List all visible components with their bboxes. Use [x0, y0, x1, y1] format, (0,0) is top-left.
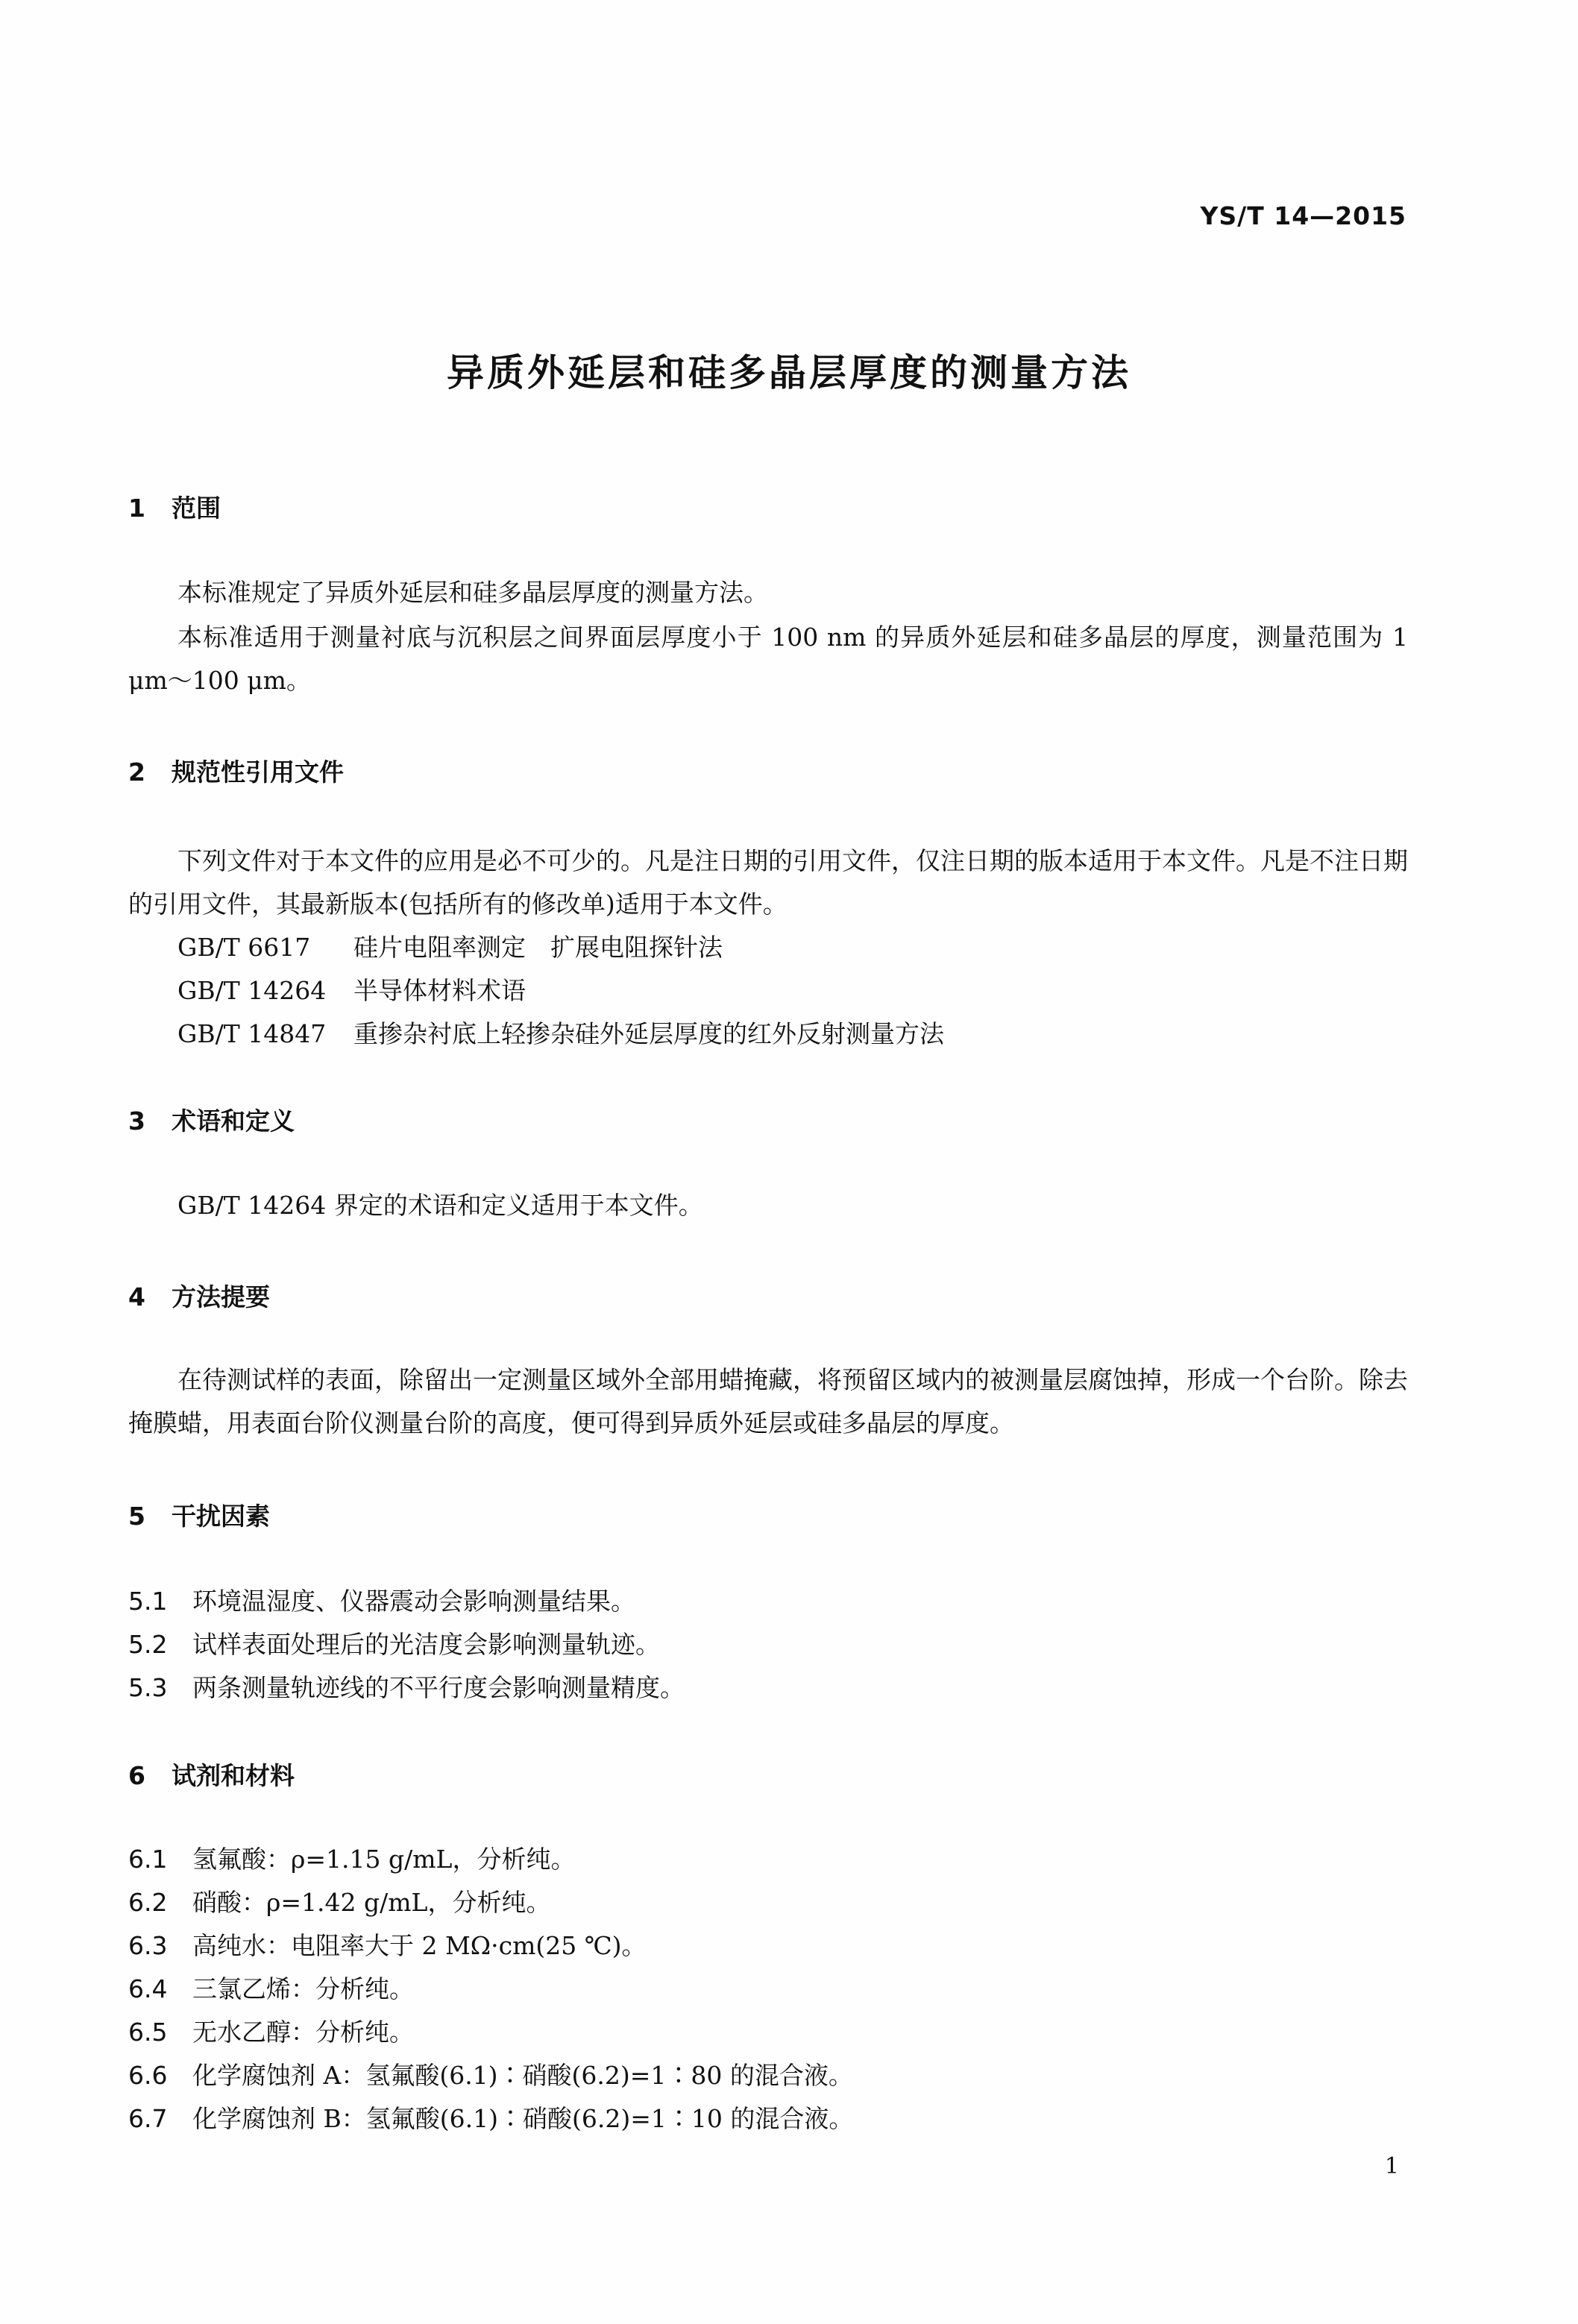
section-number: 1	[128, 494, 145, 523]
section-heading-reagents	[128, 1757, 295, 1792]
section-heading-interference	[128, 1497, 270, 1532]
clause-number: 5.2	[128, 1630, 168, 1659]
clause-number: 6.3	[128, 1931, 168, 1960]
clause-text: 高纯水：电阻率大于 2 MΩ·cm(25 ℃)。	[192, 1931, 647, 1960]
section-heading-terms	[128, 1102, 295, 1137]
clause-number: 6.2	[128, 1888, 168, 1917]
clause-item	[128, 1669, 685, 1704]
clause-text: 无水乙醇：分析纯。	[192, 2018, 414, 2047]
clause-number: 6.1	[128, 1845, 168, 1874]
paragraph: 下列文件对于本文件的应用是必不可少的。凡是注日期的引用文件，仅注日期的版本适用于本文件。凡是不注日期的引用文件，其最新版本(包括所有的修改单)适用于本文件。	[128, 846, 1408, 919]
section-heading-method-summary	[128, 1278, 270, 1313]
section-number: 4	[128, 1282, 145, 1311]
reference-item	[177, 972, 526, 1007]
clause-text: 化学腐蚀剂 A：氢氟酸(6.1)∶硝酸(6.2)=1∶80 的混合液。	[192, 2061, 853, 2090]
section-number: 5	[128, 1502, 145, 1531]
section-title: 规范性引用文件	[172, 758, 344, 787]
clause-item	[128, 2056, 853, 2091]
clause-number: 6.6	[128, 2061, 168, 2090]
section-number: 3	[128, 1106, 145, 1136]
paragraph: GB/T 14264 界定的术语和定义适用于本文件。	[177, 1191, 703, 1220]
clause-text: 氢氟酸：ρ=1.15 g/mL，分析纯。	[192, 1845, 576, 1874]
paragraph: 在待测试样的表面，除留出一定测量区域外全部用蜡掩藏，将预留区域内的被测量层腐蚀掉，形成一个台阶。除去掩膜蜡，用表面台阶仪测量台阶的高度，便可得到异质外延层或硅多晶层的厚度。	[128, 1365, 1408, 1437]
clause-item	[128, 1625, 660, 1660]
clause-item	[128, 1927, 647, 1962]
reference-code: GB/T 14847	[177, 1019, 327, 1048]
standard-code: YS/T 14—2015	[1200, 201, 1406, 230]
section-title: 范围	[172, 494, 221, 523]
reference-item	[177, 928, 723, 963]
clause-text: 两条测量轨迹线的不平行度会影响测量精度。	[192, 1673, 685, 1702]
section-heading-normative-references	[128, 753, 344, 788]
clause-item	[128, 1970, 414, 2005]
clause-text: 试样表面处理后的光洁度会影响测量轨迹。	[192, 1630, 660, 1659]
clause-number: 5.1	[128, 1587, 168, 1616]
reference-title: 半导体材料术语	[353, 976, 526, 1005]
paragraph: 本标准规定了异质外延层和硅多晶层厚度的测量方法。	[177, 578, 768, 607]
clause-item	[128, 1840, 575, 1875]
document-title: 异质外延层和硅多晶层厚度的测量方法	[447, 351, 1131, 394]
section-number: 6	[128, 1761, 145, 1790]
clause-text: 环境温湿度、仪器震动会影响测量结果。	[192, 1587, 635, 1616]
section-title: 干扰因素	[172, 1502, 270, 1531]
section-heading-scope	[128, 489, 221, 524]
page-number: 1	[1384, 2153, 1399, 2179]
clause-number: 6.5	[128, 2018, 168, 2047]
clause-item	[128, 2013, 414, 2048]
clause-text: 化学腐蚀剂 B：氢氟酸(6.1)∶硝酸(6.2)=1∶10 的混合液。	[192, 2104, 854, 2133]
reference-title: 硅片电阻率测定 扩展电阻探针法	[353, 933, 723, 962]
reference-title: 重掺杂衬底上轻掺杂硅外延层厚度的红外反射测量方法	[353, 1019, 944, 1048]
clause-item	[128, 1883, 550, 1918]
section-title: 术语和定义	[172, 1106, 295, 1136]
clause-number: 6.7	[128, 2104, 168, 2133]
section-title: 方法提要	[172, 1282, 270, 1311]
clause-text: 硝酸：ρ=1.42 g/mL，分析纯。	[192, 1888, 551, 1917]
clause-number: 5.3	[128, 1673, 168, 1702]
clause-item	[128, 1582, 635, 1617]
clause-text: 三氯乙烯：分析纯。	[192, 1974, 414, 2003]
section-number: 2	[128, 758, 145, 787]
reference-code: GB/T 14264	[177, 976, 327, 1005]
clause-number: 6.4	[128, 1974, 168, 2003]
clause-item	[128, 2100, 853, 2135]
reference-code: GB/T 6617	[177, 933, 311, 962]
section-title: 试剂和材料	[172, 1761, 295, 1790]
paragraph: 本标准适用于测量衬底与沉积层之间界面层厚度小于 100 nm 的异质外延层和硅多晶层的厚度，测量范围为 1 μm～100 μm。	[128, 623, 1408, 695]
reference-item	[177, 1015, 944, 1050]
